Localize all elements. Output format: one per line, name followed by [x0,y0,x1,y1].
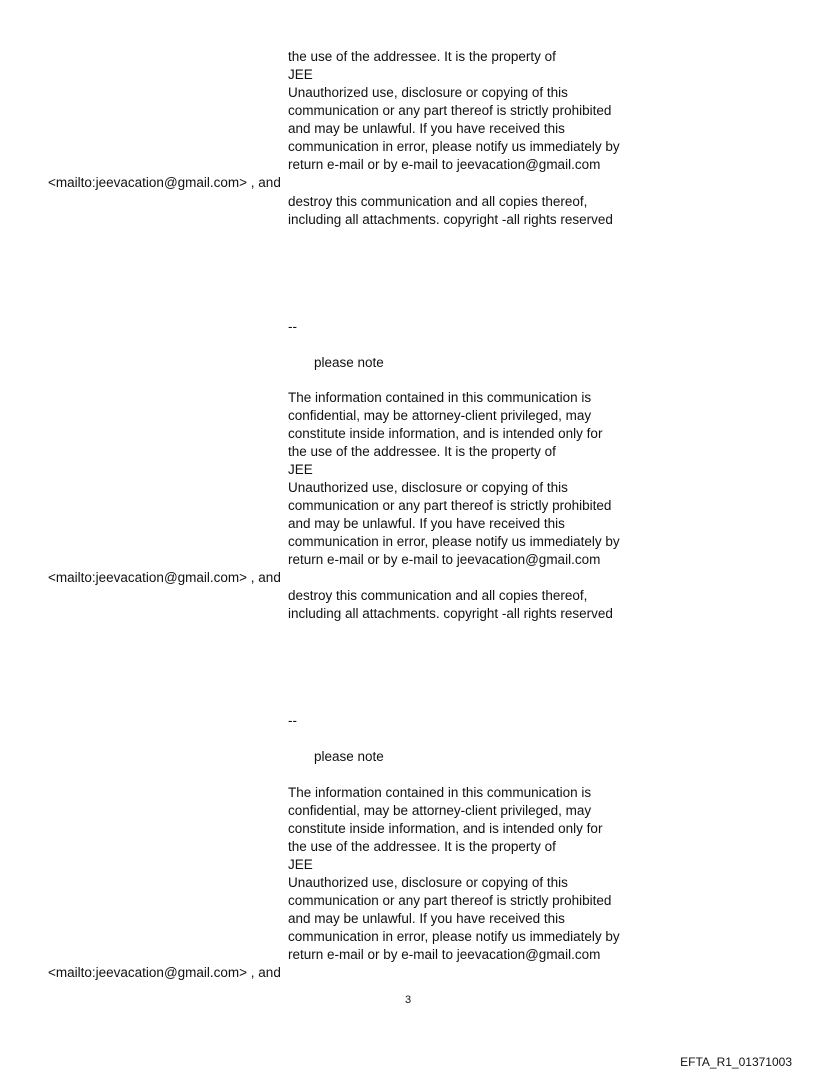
page-number: 3 [404,994,412,1006]
body-line: return e-mail or by e-mail to jeevacation@gmail.com [288,552,601,567]
body-line: the use of the addressee. It is the property of [288,49,556,64]
body-line: JEE [288,67,313,82]
body-line: confidential, may be attorney-client privileged, may [288,803,592,818]
mailto-line: <mailto:jeevacation@gmail.com> , and [48,175,281,190]
body-line: communication or any part thereof is strictly prohibited [288,498,612,513]
body-line: return e-mail or by e-mail to jeevacation@gmail.com [288,947,601,962]
mailto-line: <mailto:jeevacation@gmail.com> , and [48,965,281,980]
note-heading: please note [314,355,384,370]
body-line: Unauthorized use, disclosure or copying of this [288,85,568,100]
body-line: communication in error, please notify us immediately by [288,139,620,154]
body-line: communication in error, please notify us immediately by [288,929,620,944]
separator: -- [288,713,297,728]
body-line: Unauthorized use, disclosure or copying of this [288,480,568,495]
body-line: and may be unlawful. If you have received this [288,911,565,926]
body-line: including all attachments. copyright -all rights reserved [288,212,613,227]
body-line: the use of the addressee. It is the property of [288,444,556,459]
bates-number: EFTA_R1_01371003 [680,1055,792,1069]
body-line: communication in error, please notify us immediately by [288,534,620,549]
body-line: destroy this communication and all copies thereof, [288,588,588,603]
body-line: communication or any part thereof is strictly prohibited [288,103,612,118]
body-line: The information contained in this communication is [288,785,592,800]
body-line: destroy this communication and all copies thereof, [288,194,588,209]
body-line: and may be unlawful. If you have received this [288,121,565,136]
body-line: and may be unlawful. If you have received this [288,516,565,531]
body-line: constitute inside information, and is intended only for [288,426,603,441]
separator: -- [288,319,297,334]
body-line: the use of the addressee. It is the property of [288,839,556,854]
body-line: constitute inside information, and is intended only for [288,821,603,836]
body-line: JEE [288,857,313,872]
body-line: JEE [288,462,313,477]
body-line: return e-mail or by e-mail to jeevacation@gmail.com [288,157,601,172]
note-heading: please note [314,749,384,764]
body-line: Unauthorized use, disclosure or copying of this [288,875,568,890]
body-line: confidential, may be attorney-client privileged, may [288,408,592,423]
body-line: communication or any part thereof is strictly prohibited [288,893,612,908]
body-line: The information contained in this communication is [288,390,592,405]
body-line: including all attachments. copyright -all rights reserved [288,606,613,621]
mailto-line: <mailto:jeevacation@gmail.com> , and [48,570,281,585]
